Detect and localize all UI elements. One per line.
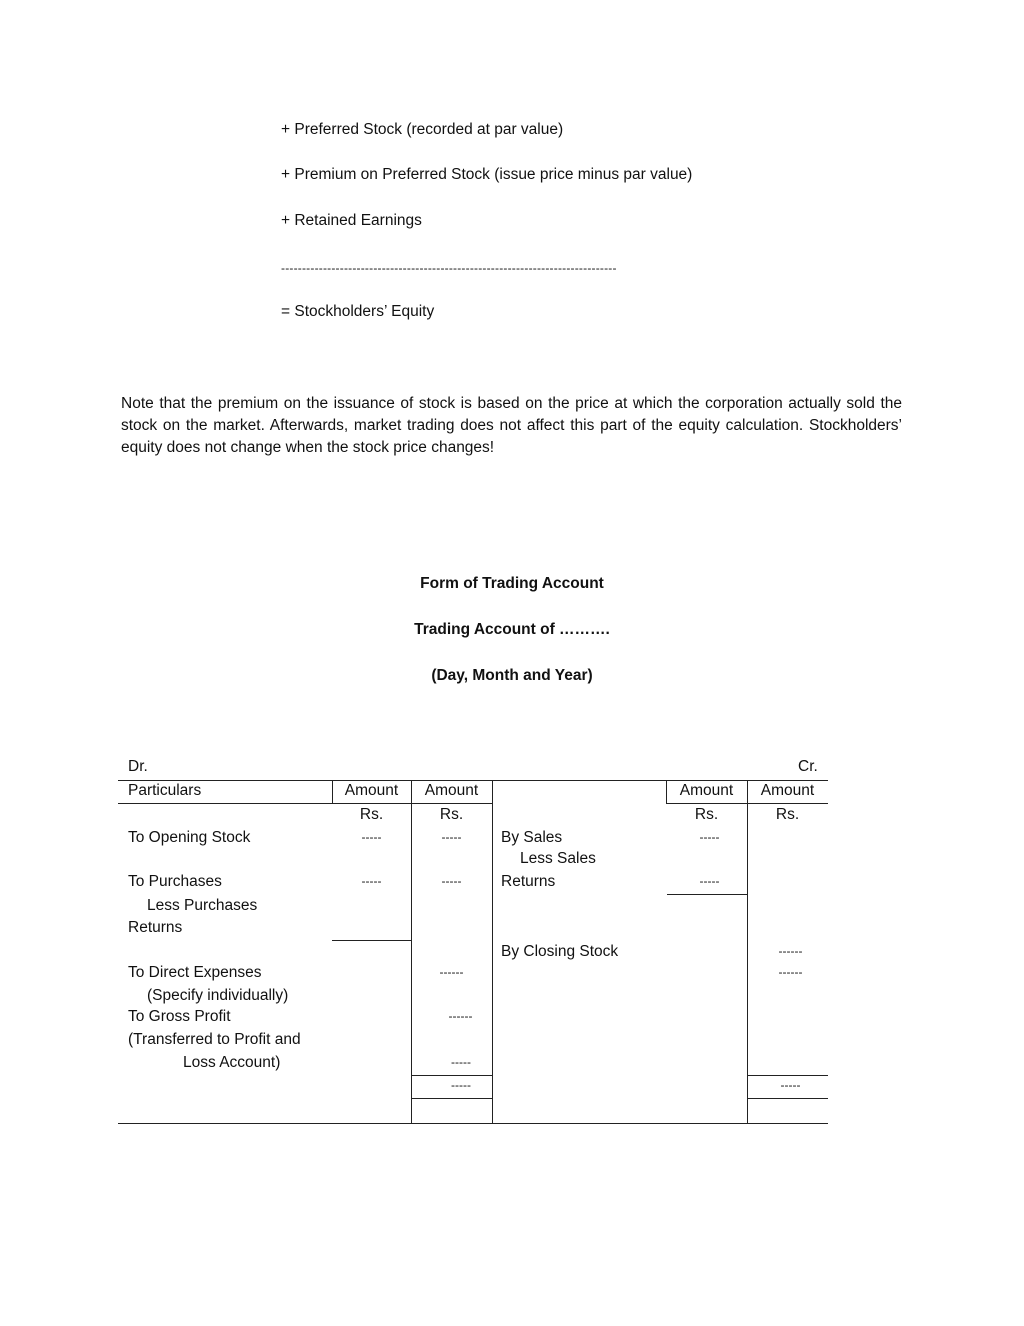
- trading-account-date-line: (Day, Month and Year): [431, 667, 593, 684]
- purchases-returns: Returns: [128, 919, 183, 936]
- header-amount-3: Amount: [679, 782, 734, 799]
- to-direct-expenses: To Direct Expenses: [128, 964, 262, 981]
- currency-4: Rs.: [775, 806, 800, 823]
- equation-preferred-stock: + Preferred Stock (recorded at par value): [281, 121, 564, 138]
- purchases-amount-2: -----: [441, 874, 462, 888]
- specify-individually: (Specify individually): [147, 987, 289, 1004]
- to-gross-profit: To Gross Profit: [128, 1008, 231, 1025]
- sales-returns-amount: -----: [699, 874, 720, 888]
- opening-stock-amount-2: -----: [441, 830, 462, 844]
- header-amount-1: Amount: [344, 782, 399, 799]
- sales-returns: Returns: [501, 873, 556, 890]
- equation-premium-preferred-stock: + Premium on Preferred Stock (issue price minus par value): [281, 166, 693, 183]
- by-closing-stock: By Closing Stock: [501, 943, 619, 960]
- header-amount-4: Amount: [760, 782, 815, 799]
- loss-account: Loss Account): [183, 1054, 281, 1071]
- table-top-rule: [118, 780, 828, 781]
- currency-2: Rs.: [439, 806, 464, 823]
- left-total-top-rule: [411, 1075, 492, 1076]
- trading-account-subtitle: Trading Account of ……….: [414, 621, 610, 638]
- left-header-rule: [118, 803, 492, 804]
- direct-expenses-amount: ------: [439, 965, 464, 979]
- right-total-bottom-rule: [747, 1098, 828, 1099]
- opening-stock-amount-1: -----: [361, 830, 382, 844]
- note-paragraph: Note that the premium on the issuance of stock is based on the price at which the corporation actually sold the stock on the market. Afterwards, market trading does not affect this part of the equity calculation. Stockholders’ equity does not change when the stock price changes!: [121, 395, 902, 456]
- to-opening-stock: To Opening Stock: [128, 829, 251, 846]
- right-total-amount: -----: [780, 1078, 801, 1092]
- sales-amount: -----: [699, 830, 720, 844]
- col-divider-middle: [492, 780, 493, 1123]
- loss-account-amount: -----: [451, 1055, 471, 1069]
- by-sales: By Sales: [501, 829, 563, 846]
- purchases-amount-1: -----: [361, 874, 382, 888]
- table-bottom-rule: [118, 1123, 828, 1124]
- sales-subtotal-rule: [667, 894, 747, 895]
- gross-profit-amount: ------: [448, 1009, 473, 1023]
- equation-retained-earnings: + Retained Earnings: [281, 212, 422, 229]
- closing-stock-amount-2: ------: [778, 965, 803, 979]
- currency-3: Rs.: [694, 806, 719, 823]
- cr-label: Cr.: [798, 758, 818, 775]
- purchases-subtotal-rule: [332, 940, 411, 941]
- header-amount-2: Amount: [424, 782, 479, 799]
- closing-stock-amount: ------: [778, 944, 803, 958]
- currency-1: Rs.: [359, 806, 384, 823]
- trading-account-form-title: Form of Trading Account: [420, 575, 604, 592]
- dr-label: Dr.: [128, 758, 148, 775]
- less-sales: Less Sales: [520, 850, 596, 867]
- right-total-top-rule: [747, 1075, 828, 1076]
- less-purchases: Less Purchases: [147, 897, 258, 914]
- left-total-bottom-rule: [411, 1098, 492, 1099]
- equation-stockholders-equity: = Stockholders’ Equity: [281, 303, 435, 320]
- header-particulars: Particulars: [128, 782, 202, 799]
- transferred-to-profit-and: (Transferred to Profit and: [128, 1031, 301, 1048]
- equation-divider: --------------------------------------------------------------------------------: [281, 261, 617, 275]
- to-purchases: To Purchases: [128, 873, 222, 890]
- left-total-amount: -----: [451, 1078, 471, 1092]
